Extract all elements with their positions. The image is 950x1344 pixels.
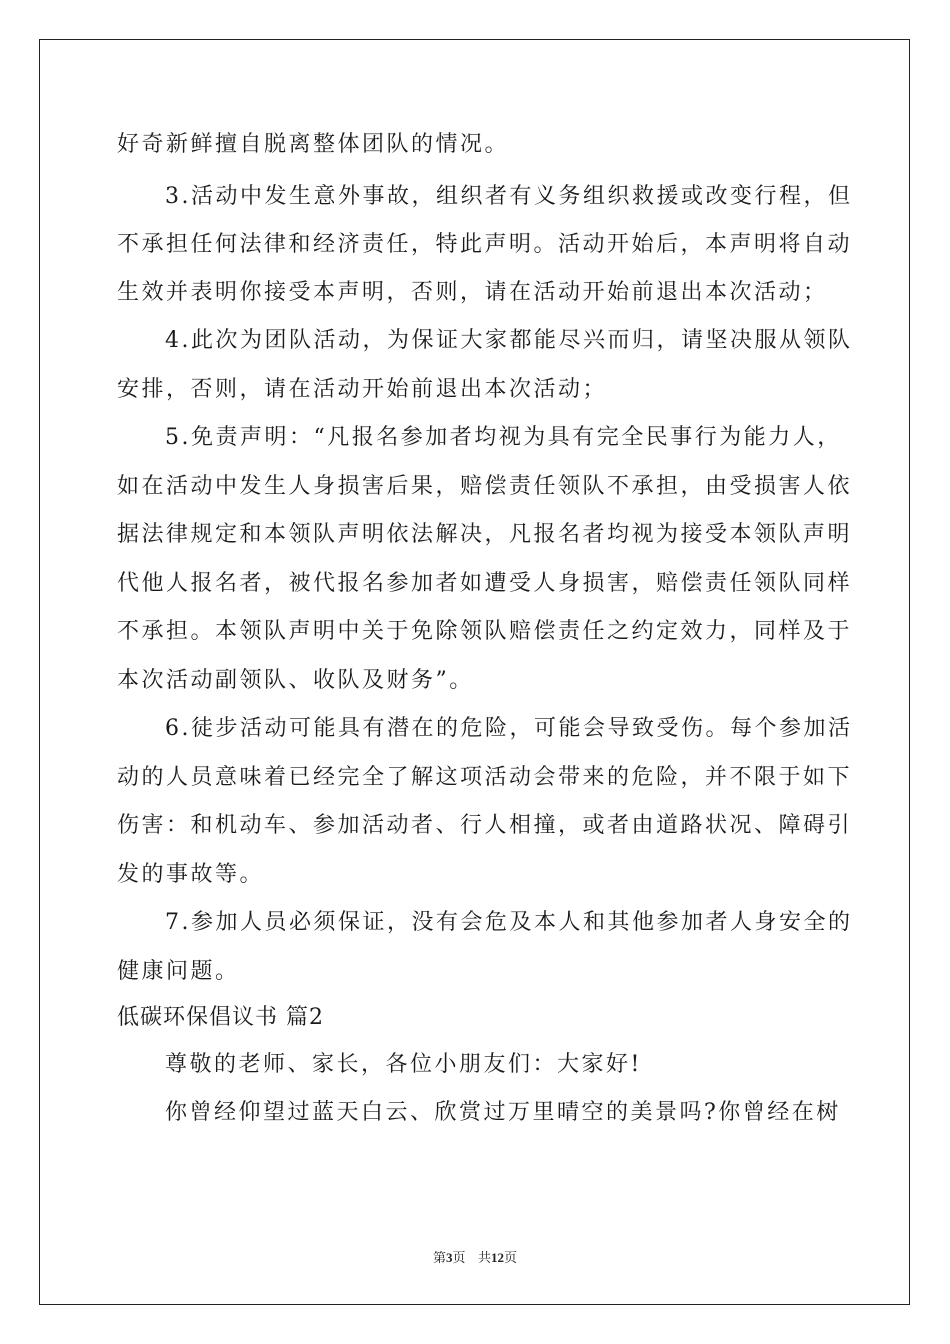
paragraph-line: 7.参加人员必须保证，没有会危及本人和其他参加者人身安全的 xyxy=(165,910,853,935)
page-footer xyxy=(0,1247,950,1266)
paragraph-line: 动的人员意味着已经完全了解这项活动会带来的危险，并不限于如下 xyxy=(117,765,853,790)
paragraph-line: 代他人报名者，被代报名参加者如遭受人身损害，赔偿责任领队同样 xyxy=(117,571,853,596)
total-page-count: 12 xyxy=(490,1250,504,1265)
paragraph-line: 健康问题。 xyxy=(117,959,240,984)
footer-suffix: 页 xyxy=(503,1251,517,1266)
paragraph-line: 尊敬的老师、家长，各位小朋友们：大家好! xyxy=(165,1052,642,1077)
paragraph-line: 6.徒步活动可能具有潜在的危险，可能会导致受伤。每个参加活 xyxy=(165,716,853,741)
paragraph-line: 如在活动中发生人身损害后果，赔偿责任领队不承担，由受损害人依 xyxy=(117,474,853,499)
paragraph-line: 3.活动中发生意外事故，组织者有义务组织救援或改变行程，但 xyxy=(165,184,853,209)
paragraph-line: 好奇新鲜擅自脱离整体团队的情况。 xyxy=(117,132,510,157)
footer-prefix: 第 xyxy=(433,1251,447,1266)
paragraph-line: 发的事故等。 xyxy=(117,862,265,887)
paragraph-line: 安排，否则，请在活动开始前退出本次活动； xyxy=(117,377,608,402)
current-page-number: 3 xyxy=(446,1250,453,1265)
paragraph-line: 伤害：和机动车、参加活动者、行人相撞，或者由道路状况、障碍引 xyxy=(117,813,853,838)
paragraph-line: 5.免责声明：“凡报名参加者均视为具有完全民事行为能力人， xyxy=(165,425,842,450)
paragraph-line: 生效并表明你接受本声明，否则，请在活动开始前退出本次活动； xyxy=(117,280,828,305)
paragraph-line: 据法律规定和本领队声明依法解决，凡报名者均视为接受本领队声明 xyxy=(117,522,853,547)
section-heading: 低碳环保倡议书 篇2 xyxy=(117,1005,324,1030)
footer-mid: 页 共 xyxy=(452,1251,491,1266)
paragraph-line: 本次活动副领队、收队及财务”。 xyxy=(117,668,474,693)
paragraph-line: 你曾经仰望过蓝天白云、欣赏过万里晴空的美景吗?你曾经在树 xyxy=(165,1100,841,1125)
paragraph-line: 不承担任何法律和经济责任，特此声明。活动开始后，本声明将自动 xyxy=(117,232,853,257)
paragraph-line: 4.此次为团队活动，为保证大家都能尽兴而归，请坚决服从领队 xyxy=(165,328,853,353)
paragraph-line: 不承担。本领队声明中关于免除领队赔偿责任之约定效力，同样及于 xyxy=(117,619,853,644)
